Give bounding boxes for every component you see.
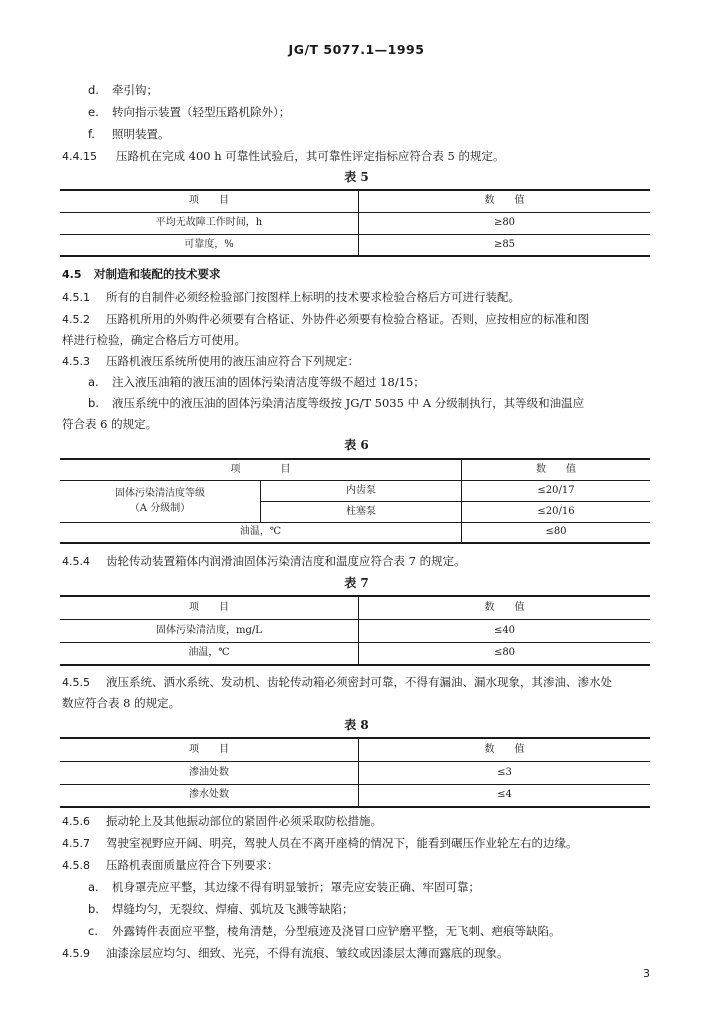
page-number: 3 — [643, 967, 650, 980]
table-row: 平均无故障工作时间，h ≥80 — [60, 212, 650, 234]
clause-4-5-4: 4.5.4 齿轮传动装置箱体内润滑油固体污染清洁度和温度应符合表 7 的规定。 — [62, 554, 466, 568]
list-item: a. 注入液压油箱的液压油的固体污染清洁度等级不超过 18/15； — [88, 375, 425, 389]
table-header: 项 目 — [60, 190, 359, 212]
table-header: 数 值 — [462, 459, 651, 480]
table-row: 渗水处数 ≤4 — [60, 784, 650, 807]
table-7-caption: 表 7 — [344, 576, 369, 590]
list-item-continued: 符合表 6 的规定。 — [62, 417, 158, 431]
table-header: 数 值 — [359, 596, 651, 619]
table-6-caption: 表 6 — [344, 438, 369, 452]
standard-code-header: JG/T 5077.1—1995 — [288, 42, 425, 57]
list-item: a. 机身罩壳应平整，其边缘不得有明显皱折；罩壳应安装正确、牢固可靠； — [88, 880, 480, 894]
clause-4-5-7: 4.5.7 驾驶室视野应开阔、明亮，驾驶人员在不离开座椅的情况下，能看到碾压作业轮左右的边缘。 — [62, 836, 578, 850]
table-row: 固体污染清洁度，mg/L ≤40 — [60, 619, 650, 642]
table-row: 油温，℃ ≤80 — [60, 642, 650, 665]
clause-4-5-6: 4.5.6 振动轮上及其他振动部位的紧固件必须采取防松措施。 — [62, 814, 382, 828]
clause-4-4-15: 4.4.15 压路机在完成 400 h 可靠性试验后，其可靠性评定指标应符合表 5 的规定。 — [62, 149, 505, 163]
group-label: 固体污染清洁度等级 （A 分级制） — [60, 480, 261, 522]
table-row: 油温，℃ ≤80 — [60, 522, 650, 543]
table-row: 可靠度，% ≥85 — [60, 234, 650, 256]
table-5 — [60, 189, 650, 257]
clause-4-5-5-continued: 数应符合表 8 的规定。 — [62, 696, 181, 710]
table-6 — [60, 458, 650, 544]
list-item: b. 焊缝均匀，无裂纹、焊瘤、弧坑及飞溅等缺陷； — [88, 902, 354, 916]
table-header: 项 目 — [60, 596, 359, 619]
clause-4-5-8: 4.5.8 压路机表面质量应符合下列要求： — [62, 858, 279, 872]
table-header: 项 目 — [60, 459, 462, 480]
list-item: d. 牵引钩； — [88, 83, 158, 97]
clause-4-5-9: 4.5.9 油漆涂层应均匀、细致、光亮，不得有流痕、皱纹或因漆层太薄而露底的现象。 — [62, 946, 509, 960]
clause-4-5-2: 4.5.2 压路机所用的外购件必须要有合格证、外协件必须要有检验合格证。否则，应按相应的标准和图 — [62, 312, 589, 326]
list-item: c. 外露铸件表面应平整，棱角清楚，分型痕迹及浇冒口应铲磨平整，无飞刺、疤痕等缺陷。 — [88, 924, 561, 938]
list-item: b. 液压系统中的液压油的固体污染清洁度等级按 JG/T 5035 中 A 分级制执行，其等级和油温应 — [88, 396, 585, 410]
table-header: 数 值 — [359, 190, 651, 212]
clause-4-5-1: 4.5.1 所有的自制件必须经检验部门按图样上标明的技术要求检验合格后方可进行装配。 — [62, 290, 520, 304]
list-item: e. 转向指示装置（轻型压路机除外）； — [88, 105, 291, 119]
section-4-5-heading: 4.5 对制造和装配的技术要求 — [62, 267, 221, 281]
table-8 — [60, 737, 650, 808]
clause-4-5-2-continued: 样进行检验，确定合格后方可使用。 — [62, 333, 246, 347]
table-row: 柱塞泵 ≤20/16 — [60, 501, 650, 522]
table-row: 渗油处数 ≤3 — [60, 761, 650, 784]
table-header: 项 目 — [60, 738, 359, 761]
table-8-caption: 表 8 — [344, 718, 369, 732]
table-5-caption: 表 5 — [344, 170, 369, 184]
list-item: f. 照明装置。 — [88, 127, 170, 141]
clause-4-5-3: 4.5.3 压路机液压系统所使用的液压油应符合下列规定： — [62, 354, 359, 368]
table-row: 固体污染清洁度等级 （A 分级制） 内齿泵 ≤20/17 — [60, 480, 650, 501]
table-7 — [60, 595, 650, 666]
table-header: 数 值 — [359, 738, 651, 761]
clause-4-5-5: 4.5.5 液压系统、洒水系统、发动机、齿轮传动箱必须密封可靠，不得有漏油、漏水现象，其渗油、渗水处 — [62, 675, 612, 689]
